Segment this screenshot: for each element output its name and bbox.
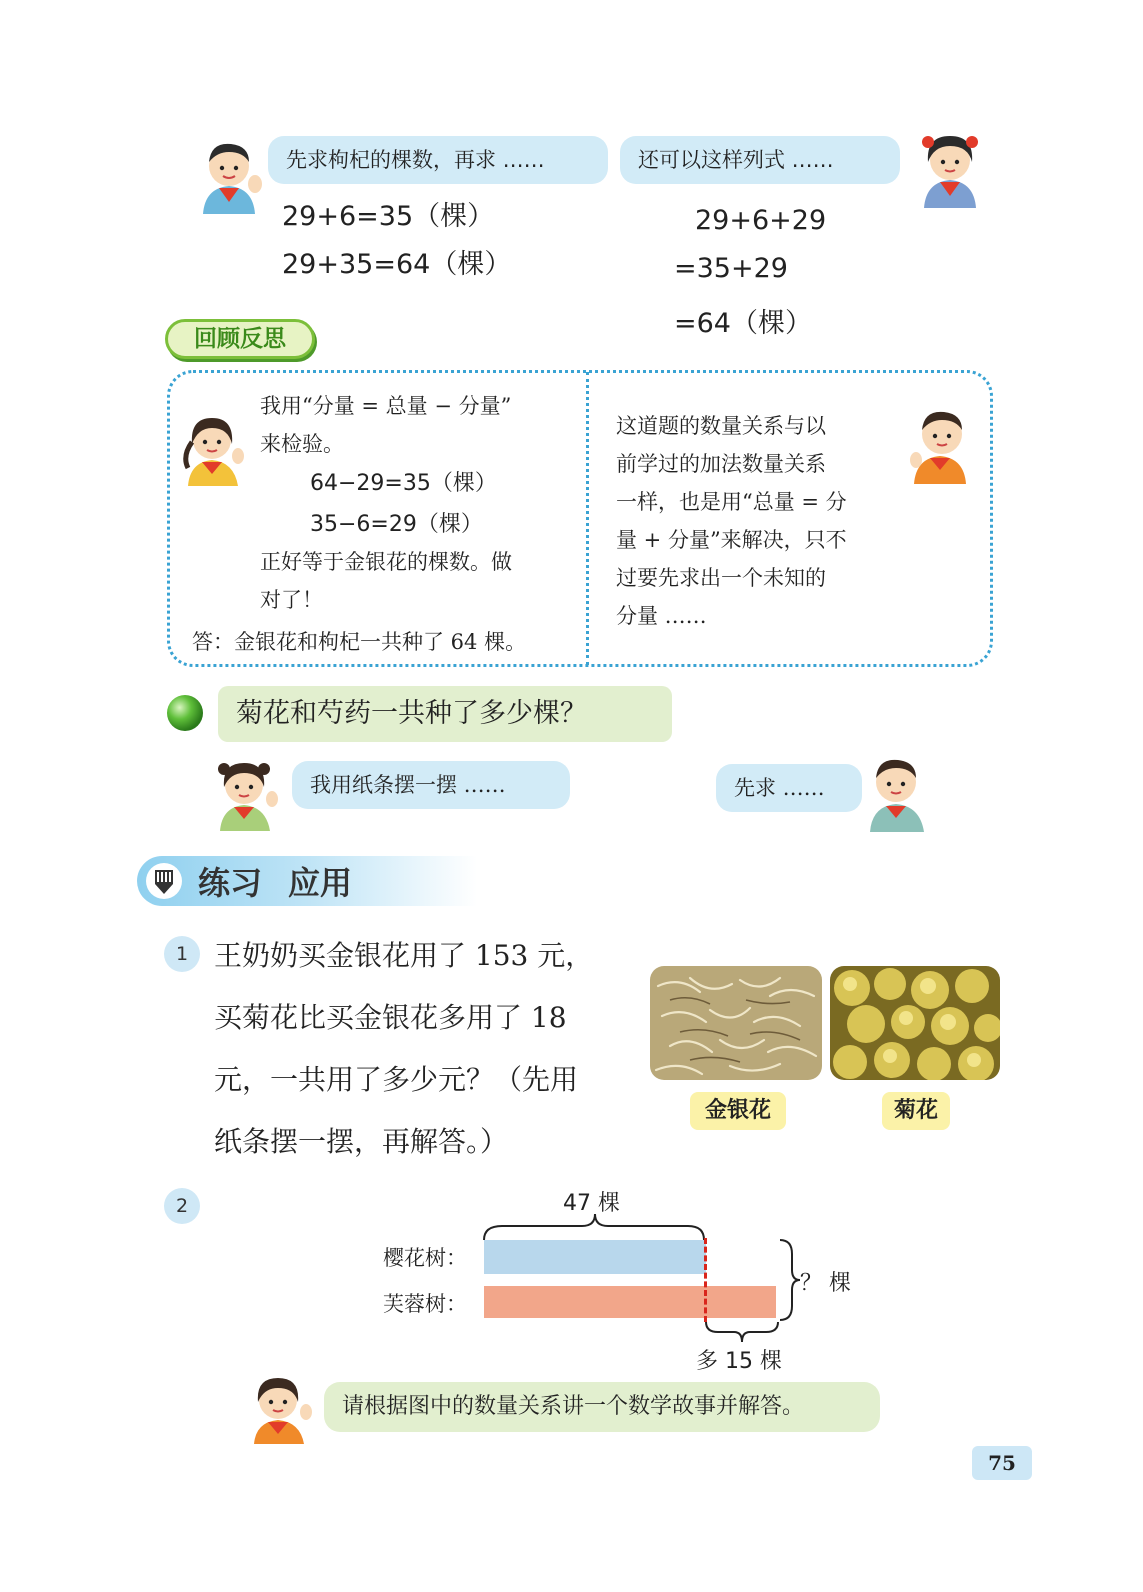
girl-question-bubble: 我用纸条摆一摆 ……: [292, 761, 570, 809]
question-box: 菊花和芍药一共种了多少棵？: [218, 686, 672, 742]
problem-1-line-3: 元，一共用了多少元？（先用: [214, 1063, 579, 1096]
boy-question-bubble: 先求 ……: [716, 764, 862, 812]
practice-title-2: 应用: [288, 864, 353, 902]
problem-2-number: 2: [164, 1188, 200, 1224]
hibiscus-tree-bar: [484, 1286, 776, 1318]
chrysanthemum-photo: [830, 966, 1000, 1080]
cherry-tree-label: 樱花树：: [383, 1246, 467, 1270]
review-divider: [586, 372, 589, 665]
problem-1-line-1: 王奶奶买金银花用了 153 元，: [214, 939, 594, 972]
right-brace: [778, 1238, 802, 1322]
girl-avatar-question: [212, 755, 278, 831]
top-brace: [482, 1212, 708, 1242]
honeysuckle-label: 金银花: [690, 1092, 786, 1130]
review-right-line-3: 一样，也是用“总量 = 分: [616, 490, 847, 514]
review-tag: 回顾反思: [165, 319, 315, 359]
problem-1-line-4: 纸条摆一摆，再解答。）: [214, 1125, 509, 1158]
dashed-marker: [704, 1238, 707, 1322]
honeysuckle-photo: [650, 966, 822, 1080]
story-prompt-bubble: 请根据图中的数量关系讲一个数学故事并解答。: [324, 1382, 880, 1432]
review-left-eq-1: 64−29=35（棵）: [310, 471, 497, 496]
boy-avatar-question: [864, 752, 930, 832]
practice-title-1: 练习: [198, 864, 263, 902]
chrysanthemum-label: 菊花: [882, 1092, 950, 1130]
boy-avatar-review: [906, 404, 974, 484]
boy-speech-bubble: 先求枸杞的棵数，再求 ……: [268, 136, 608, 184]
review-right-line-1: 这道题的数量关系与以: [616, 414, 826, 438]
review-left-line-3: 正好等于金银花的棵数。做: [260, 550, 512, 574]
bottom-brace: [704, 1320, 780, 1344]
total-unknown-label: ？ 棵: [800, 1271, 851, 1296]
review-left-line-2: 来检验。: [260, 432, 344, 456]
girl-avatar-review: [180, 410, 246, 486]
review-left-eq-2: 35−6=29（棵）: [310, 512, 483, 537]
page-number: 75: [972, 1446, 1032, 1480]
right-equation-2: =35+29: [674, 253, 788, 284]
review-right-line-6: 分量 ……: [616, 604, 707, 628]
review-left-line-4: 对了！: [260, 588, 323, 612]
review-right-line-2: 前学过的加法数量关系: [616, 452, 826, 476]
girl-avatar-problem-2: [244, 1372, 314, 1444]
review-right-line-5: 过要先求出一个未知的: [616, 566, 826, 590]
green-ball-icon: [165, 693, 205, 733]
girl-speech-bubble: 还可以这样列式 ……: [620, 136, 900, 184]
left-equation-2: 29+35=64（棵）: [282, 249, 512, 280]
left-equation-1: 29+6=35（棵）: [282, 201, 495, 232]
right-equation-1: 29+6+29: [695, 205, 827, 236]
problem-1-line-2: 买菊花比买金银花多用了 18: [214, 1001, 567, 1034]
review-right-line-4: 量 + 分量”来解决，只不: [616, 528, 847, 552]
diagram-bottom-label: 多 15 棵: [696, 1349, 782, 1374]
hibiscus-tree-label: 芙蓉树：: [383, 1292, 467, 1316]
pencil-icon: [144, 862, 184, 900]
diagram-top-label: 47 棵: [563, 1191, 620, 1216]
review-answer: 答：金银花和枸杞一共种了 64 棵。: [192, 630, 527, 654]
boy-avatar: [195, 138, 263, 214]
girl-avatar: [918, 128, 982, 208]
right-equation-3: =64（棵）: [674, 308, 812, 339]
review-left-line-1: 我用“分量 = 总量 − 分量”: [260, 394, 512, 418]
cherry-tree-bar: [484, 1240, 706, 1274]
problem-1-number: 1: [164, 936, 200, 972]
